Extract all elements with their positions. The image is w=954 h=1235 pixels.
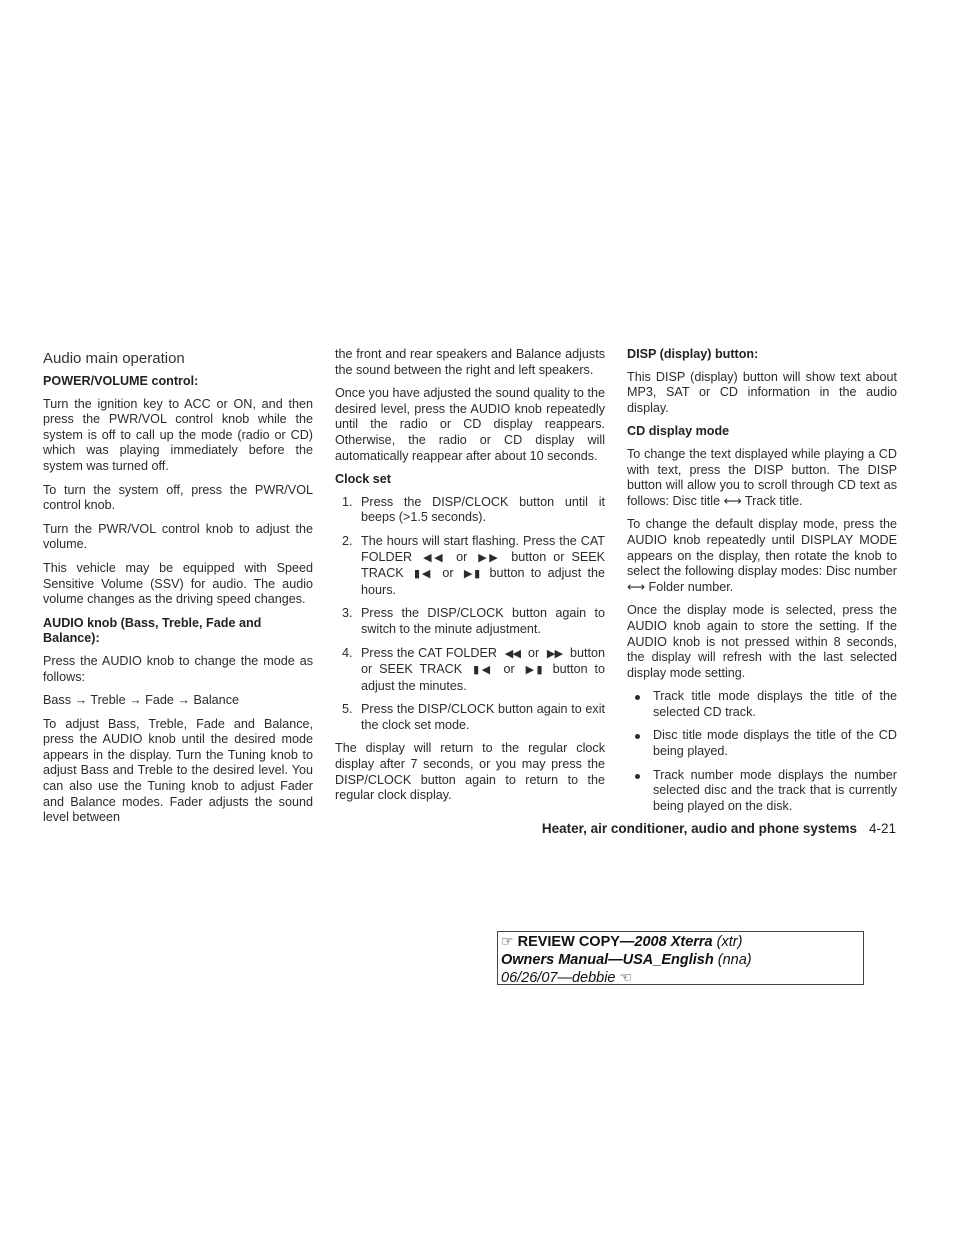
review-manual-code: (nna) [717, 951, 752, 968]
or-text: or [527, 645, 540, 660]
fast-forward-icon: ▶▶ [546, 647, 563, 660]
bullet-icon [635, 774, 640, 779]
list-item [627, 768, 897, 815]
power-volume-heading: POWER/VOLUME control: [43, 374, 199, 388]
review-line-3 [501, 969, 863, 988]
paragraph: To change the text displayed while playing a CD with text, press the DISP button. The DISP button will allow you to scroll through CD text as follows: Disc title ⟷ Track title. [627, 446, 897, 508]
skip-next-icon: ▶▮ [525, 664, 542, 677]
step-text: button to adjust the minutes. [361, 662, 606, 693]
review-copy-stamp [497, 931, 864, 985]
skip-next-icon: ▶▮ [463, 568, 480, 581]
review-line-2 [501, 952, 863, 970]
clock-steps [335, 495, 605, 734]
step-text: button or SEEK TRACK [361, 645, 606, 677]
paragraph: Press the AUDIO knob to change the mode as follows: [43, 653, 313, 684]
disp-button-heading: DISP (display) button: [627, 347, 759, 361]
pointing-hand-icon: ☜ [619, 969, 633, 985]
bullet-text: Disc title mode displays the title of the CD being played. [653, 728, 897, 759]
bullet-icon [635, 734, 640, 739]
bullet-text: Track number mode displays the number selected disc and the track that is currently being played on the disk. [653, 767, 897, 813]
step-number: 3. [342, 606, 353, 621]
pointing-hand-icon: ☞ [501, 933, 514, 949]
footer-section-title: Heater, air conditioner, audio and phone systems [541, 821, 857, 836]
paragraph: Once the display mode is selected, press the AUDIO knob again to store the setting. If the AUDIO knob is not pressed within 8 seconds, the display will refresh with the last selected display mode setting. [627, 603, 897, 680]
review-manual: Owners Manual—USA_English [501, 951, 714, 968]
paragraph: Once you have adjusted the sound quality to the desired level, press the AUDIO knob repeatedly until the radio or CD display reappears. Otherwise, the radio or CD display will automatically reappear after about 10 seconds. [335, 386, 605, 463]
step-text: button or SEEK TRACK [361, 549, 606, 581]
skip-previous-icon: ▮◀ [473, 664, 493, 677]
fast-forward-icon: ▶▶ [478, 551, 501, 564]
mode-sequence: Bass → Treble → Fade → Balance [43, 693, 239, 708]
or-text: or [503, 662, 515, 677]
paragraph: The display will return to the regular clock display after 7 seconds, or you may press the DISP/CLOCK button again to return to the regular clock display. [335, 741, 605, 803]
audio-knob-heading: AUDIO knob (Bass, Treble, Fade and Balance): [43, 615, 262, 646]
display-mode-list [627, 689, 897, 814]
step-number: 1. [342, 494, 353, 509]
page-footer [440, 821, 896, 836]
fast-rewind-icon: ◀◀ [504, 647, 521, 660]
list-item [335, 606, 605, 637]
step-number: 5. [342, 702, 353, 717]
page-number: 4-21 [868, 821, 896, 836]
list-item [335, 534, 605, 598]
step-text: Press the DISP/CLOCK button until it beeps (>1.5 seconds). [361, 494, 605, 525]
column-middle [335, 347, 605, 812]
paragraph: This vehicle may be equipped with Speed Sensitive Volume (SSV) for audio. The audio volume changes as the driving speed changes. [43, 560, 313, 607]
bullet-icon [635, 695, 640, 700]
cd-display-mode-heading: CD display mode [627, 424, 730, 439]
review-date-user: 06/26/07—debbie [501, 970, 616, 986]
clock-set-heading: Clock set [335, 472, 391, 487]
column-left [43, 347, 313, 834]
section-title: Audio main operation [43, 350, 185, 367]
column-right [627, 347, 897, 822]
step-number: 4. [342, 645, 353, 660]
fast-rewind-icon: ◀◀ [423, 551, 446, 564]
skip-previous-icon: ▮◀ [413, 568, 433, 581]
paragraph: This DISP (display) button will show text about MP3, SAT or CD information in the audio display. [627, 369, 897, 415]
paragraph: Turn the ignition key to ACC or ON, and then press the PWR/VOL control knob while the system is off to call up the mode (radio or CD) which was playing immediately before the system was turned off. [43, 396, 313, 473]
review-model: 2008 Xterra [634, 934, 713, 950]
or-text: or [442, 566, 454, 581]
review-line-1 [501, 933, 863, 952]
list-item [335, 702, 605, 733]
step-text: Press the CAT FOLDER [361, 645, 498, 660]
step-text: Press the DISP/CLOCK button again to exit the clock set mode. [361, 702, 605, 732]
paragraph: the front and rear speakers and Balance adjusts the sound between the right and left speakers. [335, 347, 605, 377]
step-text: Press the DISP/CLOCK button again to switch to the minute adjustment. [361, 606, 605, 636]
paragraph: To change the default display mode, press the AUDIO knob repeatedly until DISPLAY MODE appears on the display, then rotate the knob to select the following display modes: Disc number ⟷ Folder number. [627, 517, 897, 594]
list-item [627, 689, 897, 720]
step-text: The hours will start flashing. Press the CAT FOLDER [361, 533, 605, 564]
list-item [335, 495, 605, 526]
list-item [335, 646, 605, 695]
paragraph: Turn the PWR/VOL control knob to adjust the volume. [43, 521, 313, 552]
step-number: 2. [342, 533, 353, 548]
bullet-text: Track title mode displays the title of the selected CD track. [653, 689, 897, 719]
paragraph: To adjust Bass, Treble, Fade and Balance, press the AUDIO knob until the desired mode appears in the display. Turn the Tuning knob to adjust Bass and Treble to the desired level. You can also use the Tuning knob to adjust Fader and Balance modes. Fader adjusts the sound level between [43, 716, 313, 825]
list-item [627, 728, 897, 759]
paragraph: To turn the system off, press the PWR/VOL control knob. [43, 482, 313, 513]
review-model-code: (xtr) [716, 934, 743, 950]
step-text: button to adjust the hours. [361, 566, 606, 597]
or-text: or [456, 549, 468, 564]
review-label: REVIEW COPY— [517, 934, 635, 950]
